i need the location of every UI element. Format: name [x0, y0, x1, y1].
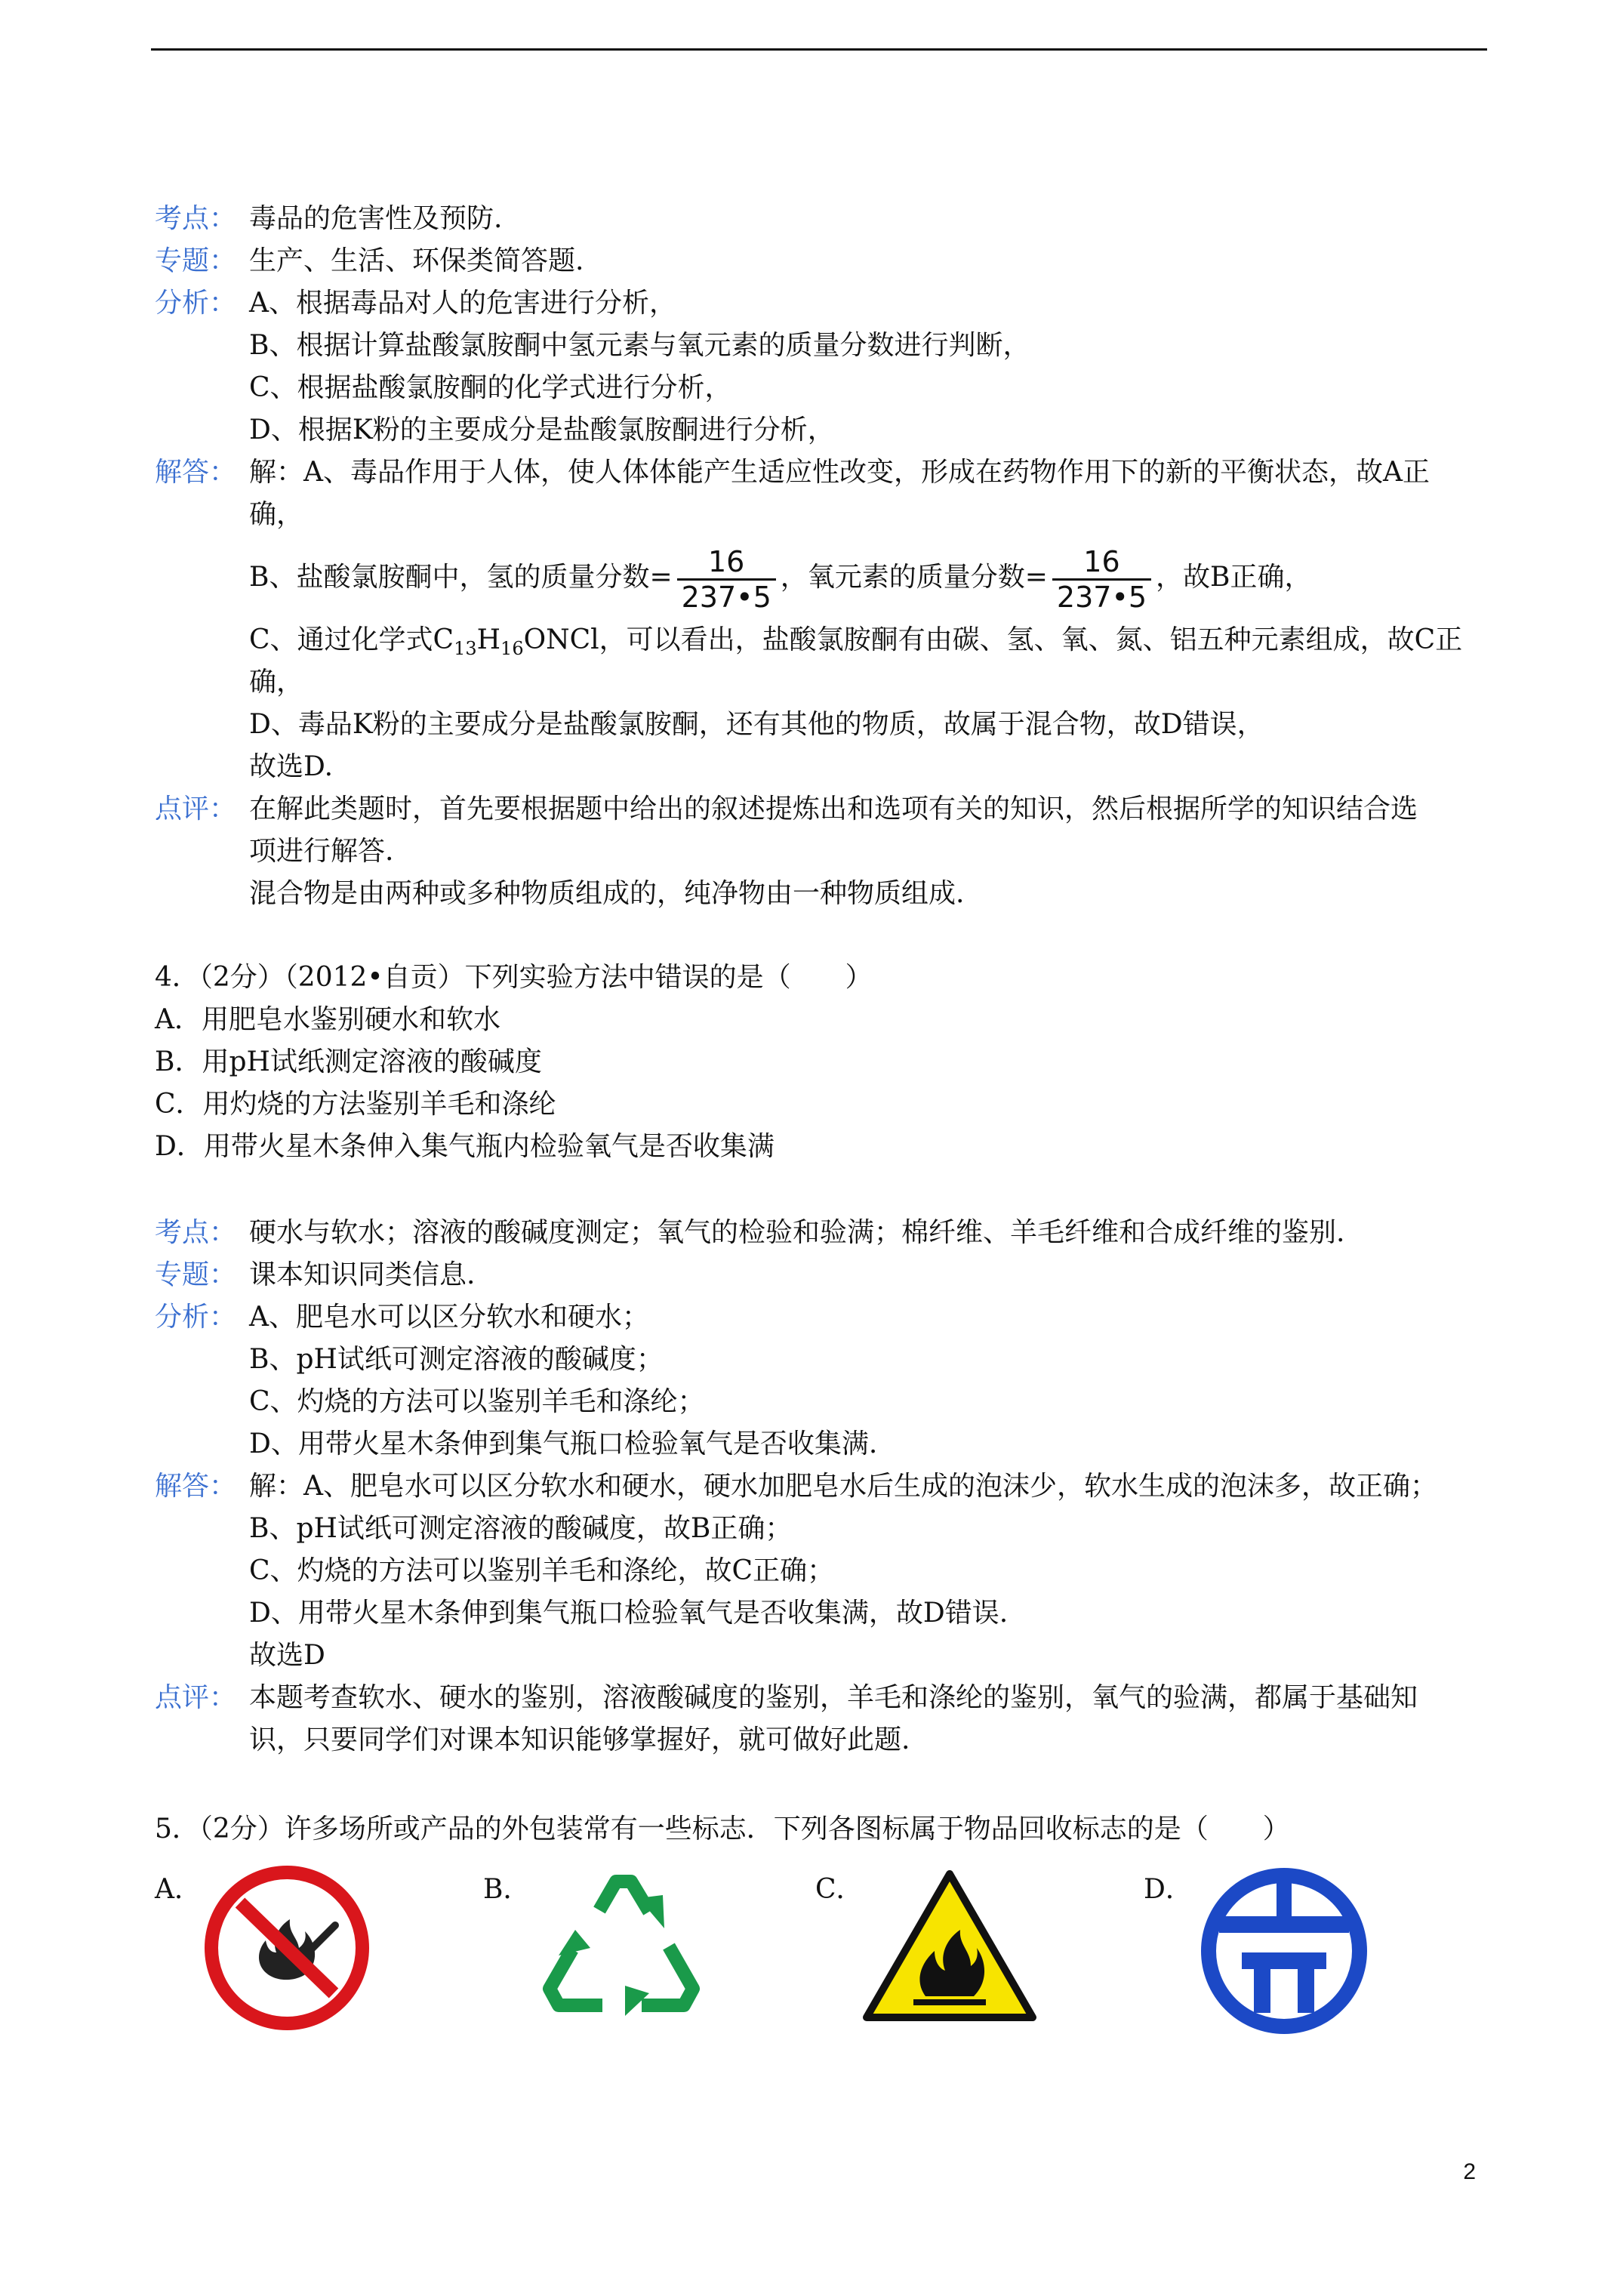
zhuanti-text: 课本知识同类信息. — [249, 1259, 476, 1290]
fenxi-line: B、pH试纸可测定溶液的酸碱度； — [249, 1344, 664, 1375]
jieda-b-pre: B、盐酸氯胺酮中，氢的质量分数= — [249, 562, 673, 593]
zhuanti-label: 专题： — [155, 245, 237, 276]
q4-option-a: A．用肥皂水鉴别硬水和软水 — [155, 1004, 500, 1035]
jieda-b-mid: ，氧元素的质量分数= — [780, 562, 1048, 593]
zhuanti-label: 专题： — [155, 1259, 237, 1290]
jieda-line: B、pH试纸可测定溶液的酸碱度，故B正确； — [249, 1513, 793, 1544]
q4-option-d: D．用带火星木条伸入集气瓶内检验氧气是否收集满 — [155, 1131, 775, 1162]
fenxi-line: C、灼烧的方法可以鉴别羊毛和涤纶； — [249, 1386, 705, 1417]
recycle-icon — [528, 1865, 717, 2031]
q5-option-a-letter: A． — [155, 1874, 202, 1905]
no-fire-icon — [202, 1863, 371, 2032]
dianping-label: 点评： — [155, 794, 237, 824]
q5-option-c-letter: C． — [815, 1874, 864, 1905]
q4-stem: 4．（2分）（2012•自贡）下列实验方法中错误的是（ ） — [155, 962, 873, 993]
jieda-line: C、灼烧的方法可以鉴别羊毛和涤纶，故C正确； — [249, 1555, 835, 1586]
header-rule — [151, 48, 1487, 51]
formula-subscript: 16 — [500, 638, 524, 660]
jieda-line: 故选D — [249, 1640, 325, 1671]
flammable-warning-icon — [861, 1866, 1039, 2025]
jieda-line: 解：A、毒品作用于人体，使人体体能产生适应性改变，形成在药物作用下的新的平衡状态，故A正 — [249, 457, 1430, 488]
fenxi-line: D、用带火星木条伸到集气瓶口检验氧气是否收集满. — [249, 1428, 878, 1459]
circle-logo-icon — [1196, 1863, 1372, 2039]
fenxi-line: A、肥皂水可以区分软水和硬水； — [249, 1302, 649, 1333]
formula-h: H — [476, 624, 501, 655]
zhuanti-text: 生产、生活、环保类简答题. — [249, 245, 584, 276]
jieda-line: 解：A、肥皂水可以区分软水和硬水，硬水加肥皂水后生成的泡沫少，软水生成的泡沫多，故正确； — [249, 1471, 1437, 1502]
fenxi-label: 分析： — [155, 1302, 237, 1333]
dianping-label: 点评： — [155, 1682, 237, 1713]
jieda-label: 解答： — [155, 1471, 237, 1502]
dianping-line: 在解此类题时，首先要根据题中给出的叙述提炼出和选项有关的知识，然后根据所学的知识结合选 — [249, 794, 1418, 824]
kaodian-label: 考点： — [155, 203, 237, 234]
jieda-line: D、毒品K粉的主要成分是盐酸氯胺酮，还有其他的物质，故属于混合物，故D错误， — [249, 709, 1264, 740]
q4-option-c: C．用灼烧的方法鉴别羊毛和涤纶 — [155, 1089, 556, 1120]
fraction-denominator: 237•5 — [681, 580, 771, 614]
q5-option-b-letter: B． — [483, 1874, 531, 1905]
kaodian-text: 硬水与软水；溶液的酸碱度测定；氧气的检验和验满；棉纤维、羊毛纤维和合成纤维的鉴别. — [249, 1217, 1345, 1248]
fenxi-line: D、根据K粉的主要成分是盐酸氯胺酮进行分析， — [249, 415, 835, 445]
dianping-line: 识，只要同学们对课本知识能够掌握好，就可做好此题. — [249, 1724, 910, 1755]
jieda-c-pre: C、通过化学式C — [249, 624, 454, 655]
fenxi-label: 分析： — [155, 288, 237, 319]
kaodian-text: 毒品的危害性及预防. — [249, 203, 503, 234]
dianping-line: 本题考查软水、硬水的鉴别，溶液酸碱度的鉴别，羊毛和涤纶的鉴别，氧气的验满，都属于基础知 — [249, 1682, 1418, 1713]
jieda-b-post: ，故B正确， — [1156, 562, 1312, 593]
jieda-line: D、用带火星木条伸到集气瓶口检验氧气是否收集满，故D错误. — [249, 1598, 1009, 1629]
jieda-c-post: ONCl，可以看出，盐酸氯胺酮有由碳、氢、氧、氮、铝五种元素组成，故C正 — [523, 624, 1463, 655]
q4-option-b: B．用pH试纸测定溶液的酸碱度 — [155, 1046, 542, 1077]
q5-stem: 5．（2分）许多场所或产品的外包装常有一些标志．下列各图标属于物品回收标志的是（ ） — [155, 1814, 1290, 1845]
jieda-label: 解答： — [155, 457, 237, 488]
fraction-numerator: 16 — [1052, 545, 1151, 581]
fenxi-line: B、根据计算盐酸氯胺酮中氢元素与氧元素的质量分数进行判断， — [249, 330, 1030, 361]
jieda-line: 确， — [249, 499, 304, 530]
jieda-selection: 故选D. — [249, 751, 334, 782]
jieda-c-line — [249, 619, 1462, 670]
formula-subscript: 13 — [454, 638, 477, 660]
kaodian-label: 考点： — [155, 1217, 237, 1248]
q5-option-d-letter: D． — [1144, 1874, 1193, 1905]
dianping-line: 混合物是由两种或多种物质组成的，纯净物由一种物质组成. — [249, 878, 965, 909]
page-number: 2 — [1463, 2159, 1476, 2184]
fenxi-line: C、根据盐酸氯胺酮的化学式进行分析， — [249, 372, 732, 403]
fraction-numerator: 16 — [677, 545, 776, 581]
jieda-line: 确， — [249, 667, 304, 698]
fraction-denominator: 237•5 — [1056, 580, 1147, 614]
fraction-oxygen — [1052, 545, 1151, 614]
dianping-line: 项进行解答. — [249, 836, 394, 867]
fraction-hydrogen — [677, 545, 776, 614]
fenxi-line: A、根据毒品对人的危害进行分析， — [249, 288, 676, 319]
jieda-b-line — [249, 544, 1312, 614]
